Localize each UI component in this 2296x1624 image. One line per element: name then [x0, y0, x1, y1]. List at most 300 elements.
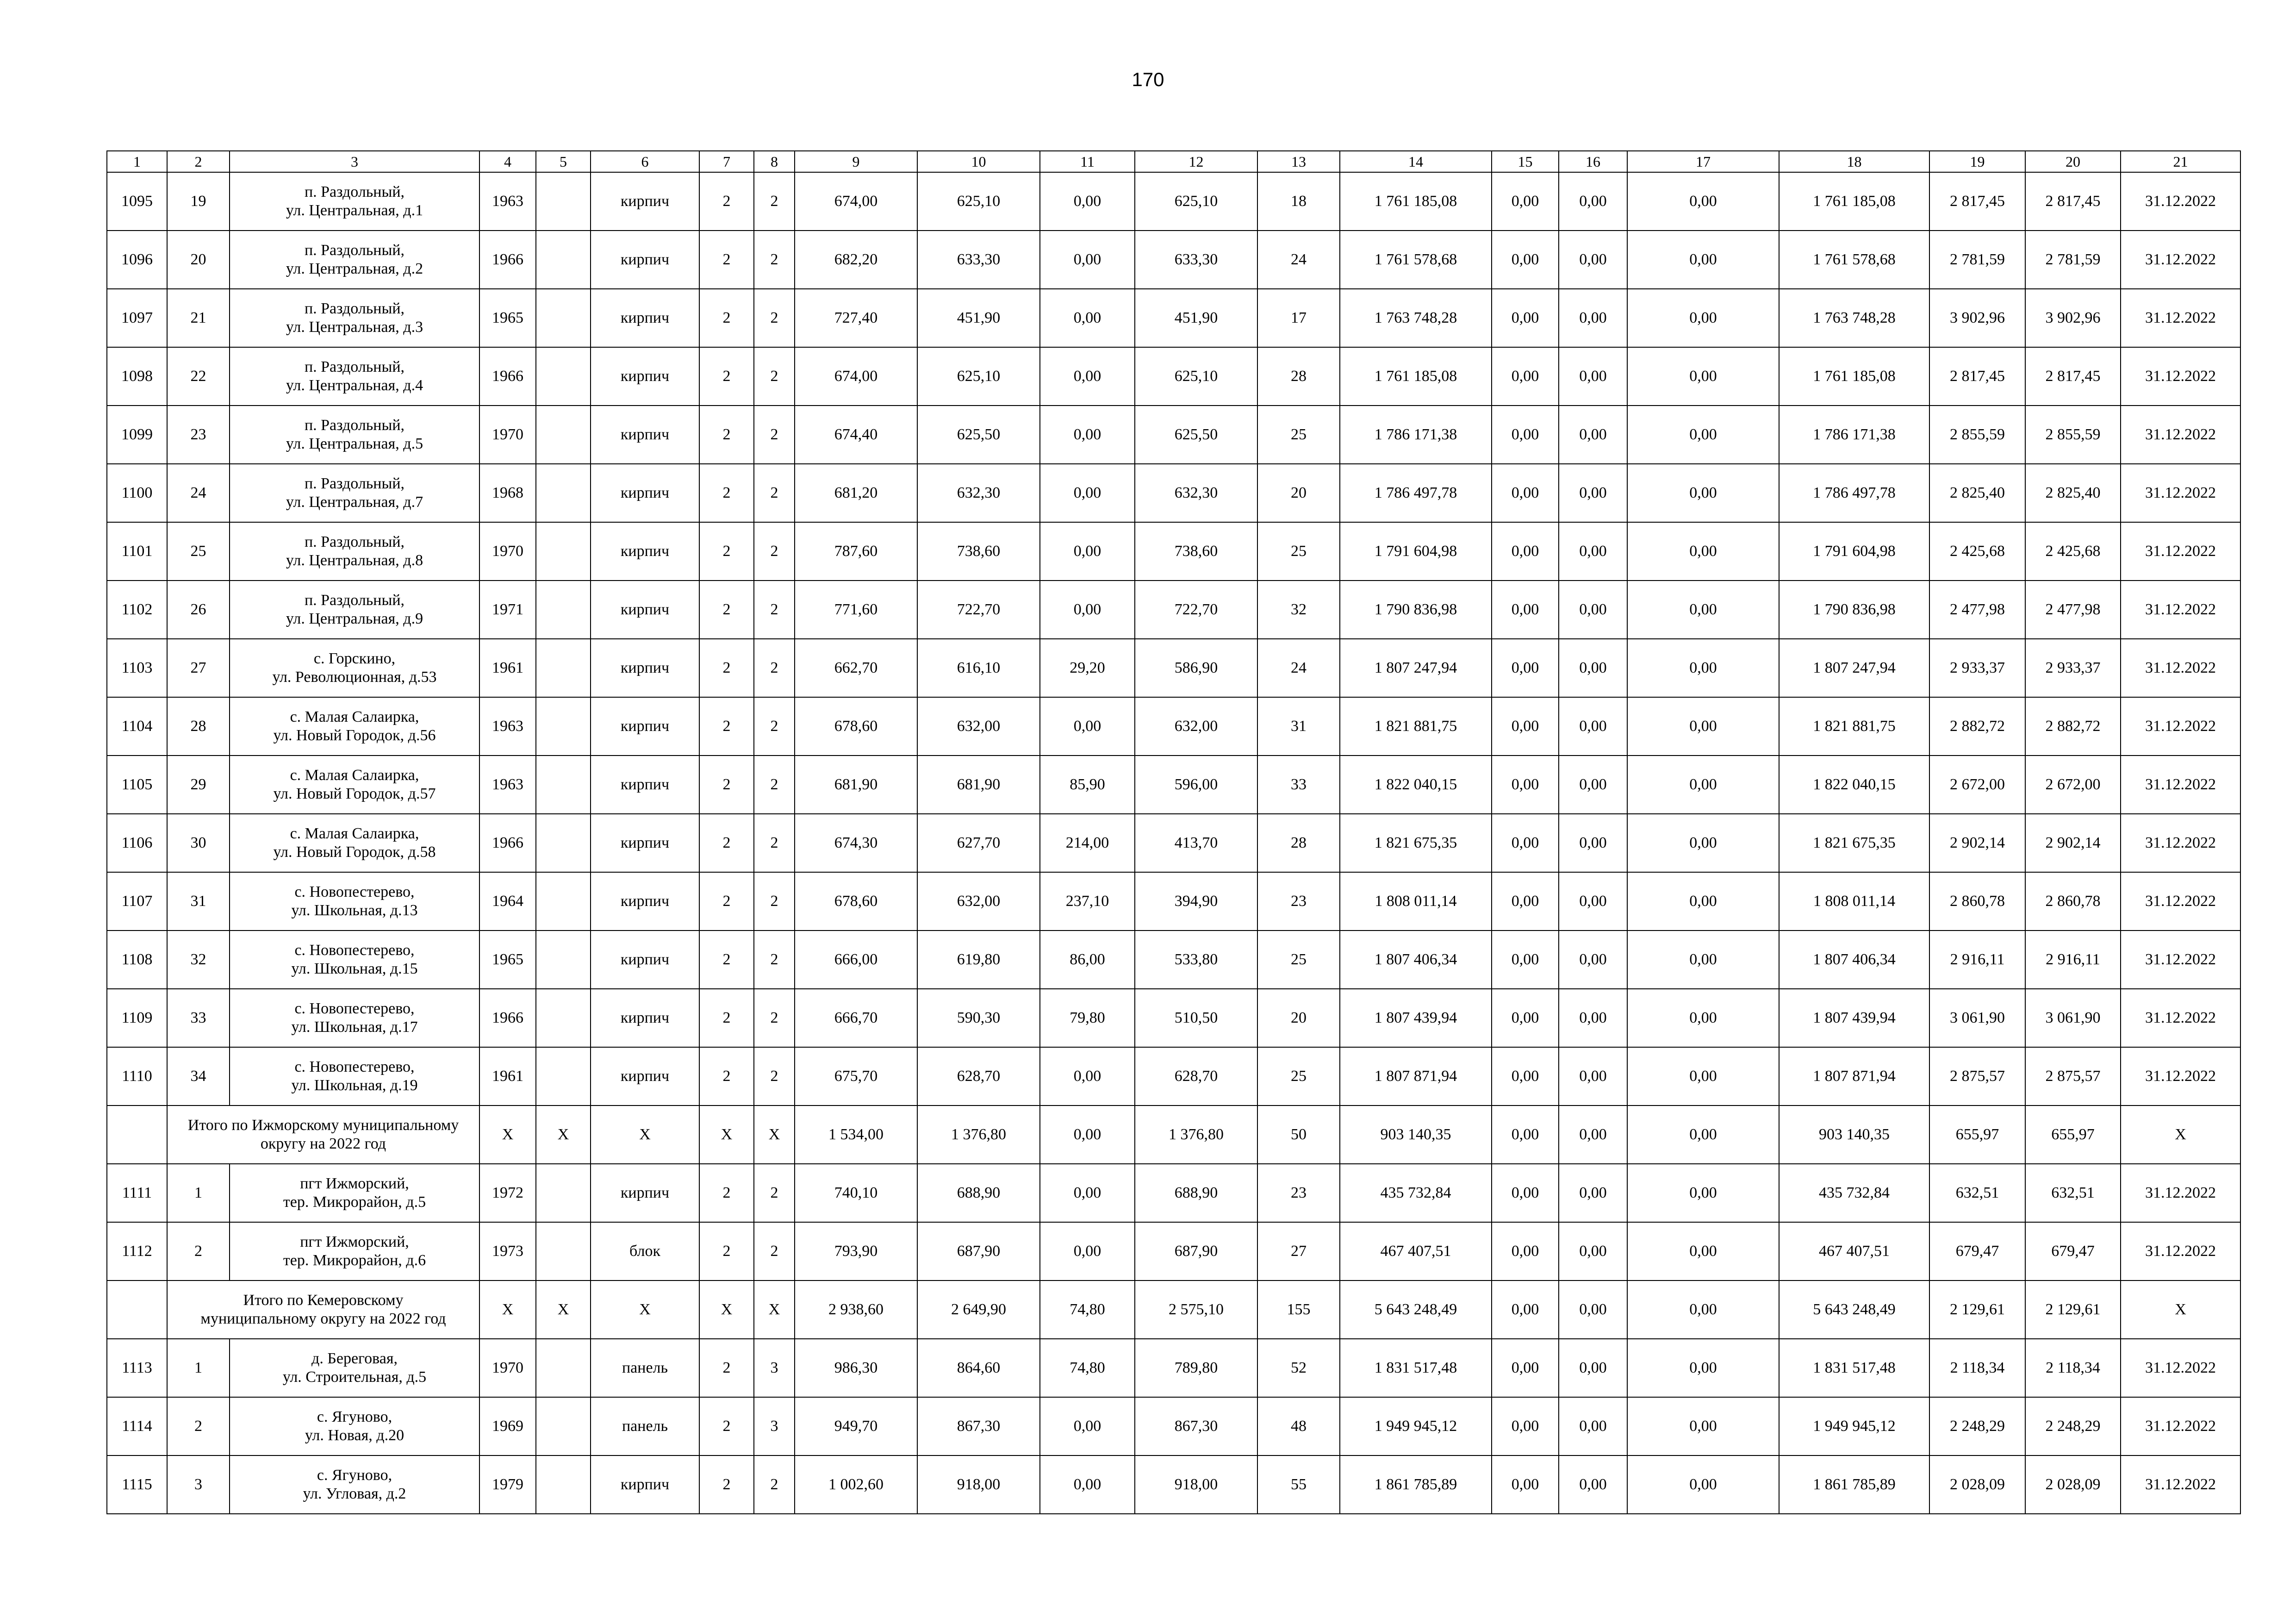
table-cell: 0,00	[1492, 697, 1559, 756]
table-cell: кирпич	[591, 289, 699, 347]
table-cell: 413,70	[1135, 814, 1257, 872]
table-cell: 24	[167, 464, 230, 522]
table-cell	[536, 464, 591, 522]
table-cell: 2 825,40	[1929, 464, 2025, 522]
table-cell: 2 875,57	[2025, 1047, 2121, 1106]
table-cell: кирпич	[591, 581, 699, 639]
table-cell: 31.12.2022	[2121, 872, 2240, 931]
table-row	[107, 1397, 2240, 1455]
table-cell: 1 861 785,89	[1340, 1455, 1492, 1514]
table-cell: 1 949 945,12	[1340, 1397, 1492, 1455]
table-cell: 625,50	[1135, 406, 1257, 464]
table-cell: 1 949 945,12	[1779, 1397, 1929, 1455]
table-cell: 2 817,45	[1929, 347, 2025, 406]
table-cell: 2 649,90	[917, 1280, 1040, 1339]
address-line: с. Малая Салаирка,	[290, 825, 419, 842]
table-cell: 33	[1257, 756, 1340, 814]
table-cell: 1 791 604,98	[1779, 522, 1929, 581]
table-cell: 451,90	[917, 289, 1040, 347]
table-cell: 155	[1257, 1280, 1340, 1339]
table-cell: 31.12.2022	[2121, 581, 2240, 639]
table-cell: 3	[167, 1455, 230, 1514]
table-cell: 0,00	[1492, 172, 1559, 231]
table-cell: 1 831 517,48	[1340, 1339, 1492, 1397]
table-row	[107, 1455, 2240, 1514]
table-cell: 435 732,84	[1340, 1164, 1492, 1222]
table-cell: 2 575,10	[1135, 1280, 1257, 1339]
address-line: с. Малая Салаирка,	[290, 767, 419, 784]
table-cell: 0,00	[1040, 1164, 1135, 1222]
address-cell	[230, 231, 479, 289]
table-cell: 632,30	[917, 464, 1040, 522]
table-cell: кирпич	[591, 347, 699, 406]
table-cell: 0,00	[1040, 347, 1135, 406]
address-line: с. Новопестерево,	[294, 942, 415, 959]
table-cell: 675,70	[795, 1047, 917, 1106]
table-cell: 0,00	[1492, 814, 1559, 872]
table-cell: 0,00	[1559, 289, 1627, 347]
table-cell: 0,00	[1492, 989, 1559, 1047]
table-cell: 0,00	[1559, 464, 1627, 522]
table-cell: 0,00	[1627, 1280, 1779, 1339]
table-cell: 949,70	[795, 1397, 917, 1455]
table-cell: 2	[754, 756, 795, 814]
empty-cell	[107, 1280, 167, 1339]
column-number: 18	[1779, 151, 1929, 172]
table-cell: 1 807 439,94	[1340, 989, 1492, 1047]
table-cell: 2 902,14	[2025, 814, 2121, 872]
address-cell	[230, 1222, 479, 1280]
table-cell: 2	[754, 289, 795, 347]
table-cell: 31.12.2022	[2121, 406, 2240, 464]
table-cell: 1 790 836,98	[1779, 581, 1929, 639]
table-cell: 48	[1257, 1397, 1340, 1455]
table-cell: 23	[1257, 872, 1340, 931]
column-number: 5	[536, 151, 591, 172]
table-cell: 2	[699, 872, 754, 931]
table-cell: 2 672,00	[2025, 756, 2121, 814]
table-cell: 722,70	[1135, 581, 1257, 639]
table-cell: 0,00	[1492, 1164, 1559, 1222]
table-cell: 31.12.2022	[2121, 1222, 2240, 1280]
table-cell: 0,00	[1627, 464, 1779, 522]
table-cell: 2	[699, 347, 754, 406]
table-cell: 2 477,98	[1929, 581, 2025, 639]
table-cell: кирпич	[591, 231, 699, 289]
table-cell: 0,00	[1492, 581, 1559, 639]
table-cell: 632,00	[1135, 697, 1257, 756]
housing-register-table	[106, 150, 2241, 1514]
table-cell: кирпич	[591, 406, 699, 464]
table-cell: 2	[699, 289, 754, 347]
address-line: п. Раздольный,	[304, 592, 405, 609]
table-cell: 2	[167, 1397, 230, 1455]
table-row	[107, 697, 2240, 756]
table-cell: 2	[699, 1164, 754, 1222]
table-row	[107, 639, 2240, 697]
table-cell: 25	[1257, 1047, 1340, 1106]
table-cell: 25	[167, 522, 230, 581]
table-cell: 31.12.2022	[2121, 347, 2240, 406]
table-cell: 435 732,84	[1779, 1164, 1929, 1222]
table-cell: 55	[1257, 1455, 1340, 1514]
table-cell: 2	[754, 464, 795, 522]
table-cell: 0,00	[1627, 989, 1779, 1047]
table-cell: 688,90	[917, 1164, 1040, 1222]
table-cell: 2	[754, 231, 795, 289]
table-cell: 3	[754, 1397, 795, 1455]
table-cell: 2 477,98	[2025, 581, 2121, 639]
table-cell: 0,00	[1559, 814, 1627, 872]
table-cell: 1099	[107, 406, 167, 464]
table-cell: 1963	[479, 172, 536, 231]
table-cell: 1104	[107, 697, 167, 756]
table-cell: 633,30	[1135, 231, 1257, 289]
table-cell: 0,00	[1492, 231, 1559, 289]
table-cell: 1 807 406,34	[1779, 931, 1929, 989]
table-cell	[536, 1455, 591, 1514]
table-cell: 1 763 748,28	[1779, 289, 1929, 347]
table-cell: 1 821 675,35	[1340, 814, 1492, 872]
table-cell: 1 821 675,35	[1779, 814, 1929, 872]
table-cell: 738,60	[917, 522, 1040, 581]
table-cell: кирпич	[591, 697, 699, 756]
table-cell: 1966	[479, 989, 536, 1047]
table-cell: 2	[754, 581, 795, 639]
subtotal-label-line: округу на 2022 год	[260, 1135, 386, 1152]
table-cell: 918,00	[917, 1455, 1040, 1514]
table-cell: 3	[754, 1339, 795, 1397]
address-line: с. Ягуново,	[317, 1408, 392, 1425]
table-cell: 1 807 247,94	[1340, 639, 1492, 697]
table-cell: 31.12.2022	[2121, 639, 2240, 697]
table-cell: 632,30	[1135, 464, 1257, 522]
table-cell: 52	[1257, 1339, 1340, 1397]
column-number: 2	[167, 151, 230, 172]
table-cell: 1109	[107, 989, 167, 1047]
table-cell: 1108	[107, 931, 167, 989]
table-cell: 662,70	[795, 639, 917, 697]
table-cell: 2 938,60	[795, 1280, 917, 1339]
address-cell	[230, 347, 479, 406]
table-row	[107, 1222, 2240, 1280]
table-cell	[536, 347, 591, 406]
table-cell: 74,80	[1040, 1339, 1135, 1397]
table-cell: 2	[699, 522, 754, 581]
address-line: ул. Новая, д.20	[305, 1427, 404, 1444]
table-cell: 1961	[479, 1047, 536, 1106]
table-cell: кирпич	[591, 522, 699, 581]
table-cell: 0,00	[1559, 1339, 1627, 1397]
table-cell: 0,00	[1040, 1047, 1135, 1106]
table-cell: 0,00	[1627, 1106, 1779, 1164]
table-cell: 1 807 247,94	[1779, 639, 1929, 697]
table-row	[107, 872, 2240, 931]
table-cell: 2 672,00	[1929, 756, 2025, 814]
table-cell: 2 855,59	[1929, 406, 2025, 464]
table-cell	[536, 1339, 591, 1397]
table-cell: 23	[1257, 1164, 1340, 1222]
table-cell: 2	[699, 814, 754, 872]
table-cell: 625,10	[917, 172, 1040, 231]
table-cell: 0,00	[1627, 1397, 1779, 1455]
address-cell	[230, 697, 479, 756]
table-cell: 0,00	[1559, 756, 1627, 814]
table-cell: 28	[1257, 814, 1340, 872]
table-cell: 740,10	[795, 1164, 917, 1222]
table-cell: 2 860,78	[1929, 872, 2025, 931]
table-row	[107, 172, 2240, 231]
table-cell: X	[536, 1106, 591, 1164]
table-cell: 1 808 011,14	[1779, 872, 1929, 931]
table-cell: 31.12.2022	[2121, 464, 2240, 522]
table-cell: 467 407,51	[1340, 1222, 1492, 1280]
column-number: 10	[917, 151, 1040, 172]
table-cell: 2 916,11	[1929, 931, 2025, 989]
table-cell: 2 933,37	[2025, 639, 2121, 697]
table-cell: 2	[699, 464, 754, 522]
table-cell: 2	[699, 1397, 754, 1455]
table-cell: 0,00	[1040, 172, 1135, 231]
table-cell: 0,00	[1040, 464, 1135, 522]
subtotal-label	[167, 1280, 479, 1339]
table-cell: 1 761 185,08	[1779, 172, 1929, 231]
table-cell: 1965	[479, 289, 536, 347]
table-cell: 632,00	[917, 872, 1040, 931]
table-cell: X	[754, 1280, 795, 1339]
table-cell: 19	[167, 172, 230, 231]
table-cell: 2 425,68	[2025, 522, 2121, 581]
table-cell: 50	[1257, 1106, 1340, 1164]
address-line: ул. Угловая, д.2	[303, 1485, 406, 1502]
table-cell: 1096	[107, 231, 167, 289]
table-cell: 674,00	[795, 347, 917, 406]
address-cell	[230, 581, 479, 639]
table-cell: 0,00	[1492, 522, 1559, 581]
table-cell: 0,00	[1040, 1106, 1135, 1164]
table-cell: кирпич	[591, 756, 699, 814]
table-cell: 2	[754, 1164, 795, 1222]
column-number: 3	[230, 151, 479, 172]
table-cell: 0,00	[1627, 697, 1779, 756]
table-cell: 3 061,90	[1929, 989, 2025, 1047]
table-cell: 625,10	[917, 347, 1040, 406]
table-cell	[536, 639, 591, 697]
table-cell: 0,00	[1627, 872, 1779, 931]
column-number: 13	[1257, 151, 1340, 172]
table-cell: 2 781,59	[2025, 231, 2121, 289]
table-cell: 510,50	[1135, 989, 1257, 1047]
table-row	[107, 756, 2240, 814]
table-cell: 30	[167, 814, 230, 872]
address-line: п. Раздольный,	[304, 242, 405, 259]
table-cell: кирпич	[591, 1455, 699, 1514]
table-cell: 864,60	[917, 1339, 1040, 1397]
table-cell: 2	[754, 406, 795, 464]
table-cell: 2 882,72	[2025, 697, 2121, 756]
table-cell: 0,00	[1040, 289, 1135, 347]
table-cell: 867,30	[1135, 1397, 1257, 1455]
table-cell: 0,00	[1559, 1106, 1627, 1164]
table-row	[107, 1339, 2240, 1397]
table-row	[107, 406, 2240, 464]
table-cell: 214,00	[1040, 814, 1135, 872]
table-cell: 2	[754, 639, 795, 697]
page-number: 170	[1132, 69, 1164, 90]
table-cell: 31.12.2022	[2121, 1339, 2240, 1397]
table-cell: 2 933,37	[1929, 639, 2025, 697]
table-cell: 0,00	[1492, 1339, 1559, 1397]
table-cell: 2	[699, 406, 754, 464]
table-cell: 27	[1257, 1222, 1340, 1280]
table-cell: 1 790 836,98	[1340, 581, 1492, 639]
table-cell: 0,00	[1559, 1047, 1627, 1106]
table-cell: 2	[754, 931, 795, 989]
table-cell: 787,60	[795, 522, 917, 581]
table-cell	[536, 1164, 591, 1222]
table-cell: 1 808 011,14	[1340, 872, 1492, 931]
table-cell: 0,00	[1627, 1455, 1779, 1514]
table-cell: 1095	[107, 172, 167, 231]
table-cell: кирпич	[591, 639, 699, 697]
table-cell: 1113	[107, 1339, 167, 1397]
table-cell: 619,80	[917, 931, 1040, 989]
address-cell	[230, 872, 479, 931]
table-cell: 2 875,57	[1929, 1047, 2025, 1106]
table-cell: 0,00	[1559, 1164, 1627, 1222]
table-cell: 1 761 185,08	[1779, 347, 1929, 406]
table-cell: 1 791 604,98	[1340, 522, 1492, 581]
table-row	[107, 1164, 2240, 1222]
table-cell: 633,30	[917, 231, 1040, 289]
table-cell: 666,00	[795, 931, 917, 989]
table-cell: 25	[1257, 406, 1340, 464]
table-cell: 2	[754, 872, 795, 931]
table-body	[107, 151, 2240, 1514]
address-cell	[230, 1455, 479, 1514]
table-cell: 2 855,59	[2025, 406, 2121, 464]
table-cell: 31.12.2022	[2121, 1455, 2240, 1514]
table-cell: 0,00	[1492, 1397, 1559, 1455]
table-cell: 1963	[479, 697, 536, 756]
table-cell: 1964	[479, 872, 536, 931]
table-cell: 1115	[107, 1455, 167, 1514]
table-cell: 31	[167, 872, 230, 931]
table-cell: 678,60	[795, 872, 917, 931]
table-cell: 2	[699, 231, 754, 289]
table-row	[107, 931, 2240, 989]
table-cell: 0,00	[1492, 639, 1559, 697]
address-line: п. Раздольный,	[304, 417, 405, 434]
table-cell: 1103	[107, 639, 167, 697]
table-row	[107, 581, 2240, 639]
subtotal-row	[107, 1280, 2240, 1339]
table-cell: 0,00	[1627, 1222, 1779, 1280]
table-cell: 789,80	[1135, 1339, 1257, 1397]
table-cell: 2 248,29	[2025, 1397, 2121, 1455]
table-cell: 2	[699, 697, 754, 756]
table-cell: 625,10	[1135, 172, 1257, 231]
table-cell: 1 761 578,68	[1779, 231, 1929, 289]
table-cell: кирпич	[591, 1164, 699, 1222]
table-cell: 1 821 881,75	[1340, 697, 1492, 756]
address-cell	[230, 522, 479, 581]
table-cell: 687,90	[917, 1222, 1040, 1280]
table-cell: 22	[167, 347, 230, 406]
table-cell: 1 822 040,15	[1340, 756, 1492, 814]
table-cell: 31.12.2022	[2121, 1047, 2240, 1106]
table-cell	[536, 522, 591, 581]
address-line: ул. Новый Городок, д.56	[273, 727, 436, 744]
table-cell: 394,90	[1135, 872, 1257, 931]
subtotal-label-line: Итого по Кемеровскому	[243, 1292, 404, 1309]
table-cell: 2 028,09	[2025, 1455, 2121, 1514]
table-cell: 1968	[479, 464, 536, 522]
table-cell: 27	[167, 639, 230, 697]
table-cell: 1966	[479, 814, 536, 872]
address-line: д. Береговая,	[311, 1350, 398, 1367]
table-cell: 1 786 171,38	[1779, 406, 1929, 464]
column-number: 16	[1559, 151, 1627, 172]
table-cell: X	[479, 1280, 536, 1339]
table-cell: 32	[167, 931, 230, 989]
table-cell: 1 002,60	[795, 1455, 917, 1514]
table-cell	[536, 289, 591, 347]
table-cell: 5 643 248,49	[1340, 1280, 1492, 1339]
address-line: ул. Революционная, д.53	[272, 668, 437, 686]
table-cell: 0,00	[1492, 289, 1559, 347]
table-cell: кирпич	[591, 989, 699, 1047]
table-cell: 5 643 248,49	[1779, 1280, 1929, 1339]
table-cell: 2 902,14	[1929, 814, 2025, 872]
table-cell: 0,00	[1559, 931, 1627, 989]
table-cell: 596,00	[1135, 756, 1257, 814]
table-cell: 0,00	[1040, 1455, 1135, 1514]
table-cell: 2	[754, 697, 795, 756]
table-cell: 0,00	[1492, 1106, 1559, 1164]
table-cell: 1979	[479, 1455, 536, 1514]
table-cell: кирпич	[591, 931, 699, 989]
table-cell: 655,97	[2025, 1106, 2121, 1164]
table-cell: 1972	[479, 1164, 536, 1222]
table-cell: 1965	[479, 931, 536, 989]
table-cell: 1969	[479, 1397, 536, 1455]
address-cell	[230, 814, 479, 872]
table-cell: X	[699, 1280, 754, 1339]
table-cell: 0,00	[1627, 172, 1779, 231]
address-cell	[230, 289, 479, 347]
table-cell: 2	[699, 1339, 754, 1397]
column-number: 20	[2025, 151, 2121, 172]
table-cell: 678,60	[795, 697, 917, 756]
table-cell: 1966	[479, 347, 536, 406]
address-line: ул. Школьная, д.15	[291, 960, 418, 977]
table-cell: 21	[167, 289, 230, 347]
table-cell: 26	[167, 581, 230, 639]
table-cell: 681,90	[795, 756, 917, 814]
table-cell: 20	[1257, 989, 1340, 1047]
table-cell: 0,00	[1627, 756, 1779, 814]
table-cell: 3 061,90	[2025, 989, 2121, 1047]
table-cell: 2	[699, 989, 754, 1047]
table-cell: 2 817,45	[2025, 347, 2121, 406]
table-row	[107, 347, 2240, 406]
address-cell	[230, 1047, 479, 1106]
table-cell: 0,00	[1627, 581, 1779, 639]
table-cell: 1 786 497,78	[1340, 464, 1492, 522]
table-cell: 1970	[479, 522, 536, 581]
table-cell: 29,20	[1040, 639, 1135, 697]
